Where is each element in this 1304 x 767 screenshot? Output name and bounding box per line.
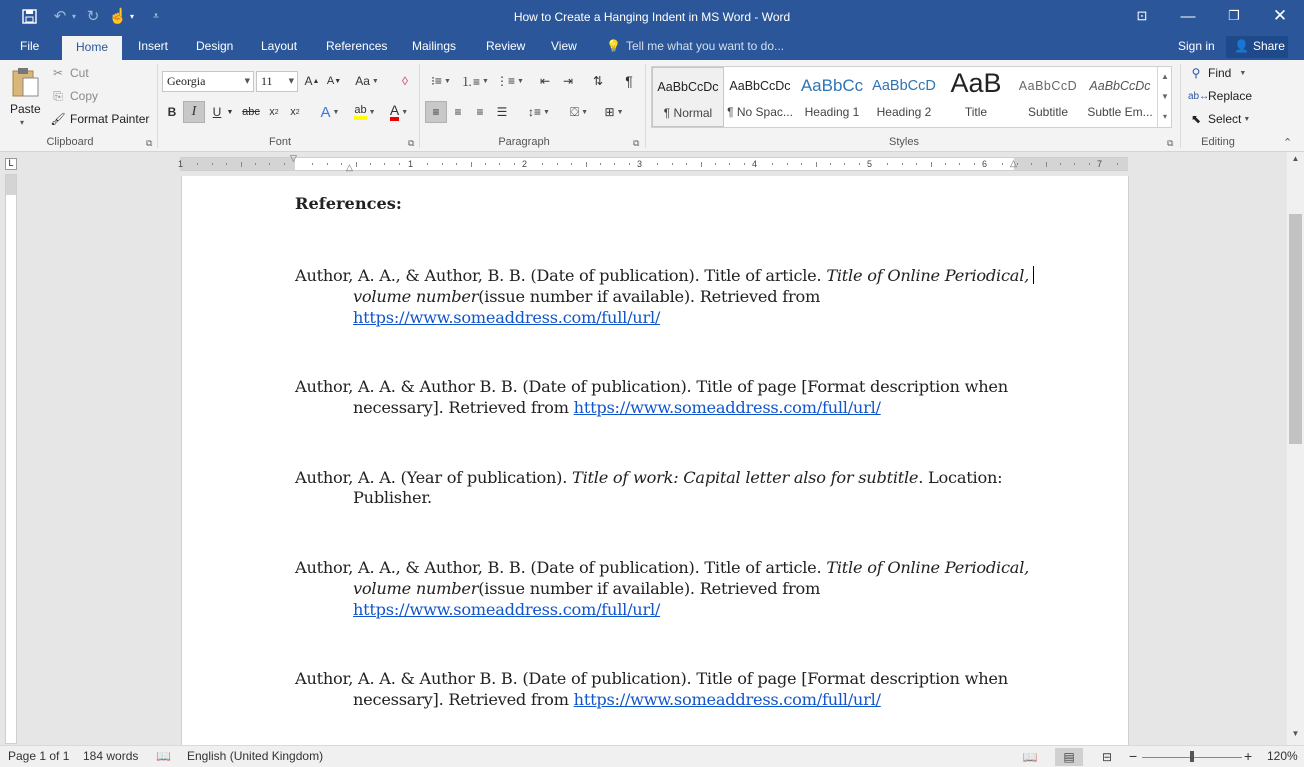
page-count[interactable]: Page 1 of 1: [8, 749, 70, 763]
ruler-number: 5: [867, 159, 873, 169]
decrease-indent-icon[interactable]: ⇤: [539, 74, 551, 88]
cursor-icon: ⬉: [1190, 112, 1202, 126]
styles-group-label: Styles: [889, 136, 919, 148]
ruler-tick: [312, 163, 313, 165]
ruler-tick: [801, 163, 802, 165]
scissors-icon: ✂: [52, 66, 64, 80]
ruler-tick: [614, 163, 615, 165]
print-layout-icon[interactable]: ▤: [1055, 748, 1083, 766]
ruler-tick: [715, 163, 716, 165]
ruler-tick: [686, 163, 687, 165]
grow-font-icon[interactable]: A ▲: [304, 74, 320, 88]
styles-scroll-down-icon[interactable]: ▼: [1161, 92, 1169, 101]
text-cursor: [1033, 266, 1034, 284]
references-heading: References:: [295, 194, 402, 213]
ruler-tick: [1002, 163, 1003, 165]
style-name: ¶ Normal: [663, 106, 713, 120]
ruler-tick: [456, 163, 457, 165]
ref-text: (issue number if available). Retrieved from: [478, 579, 821, 598]
ruler-tick: [1089, 163, 1090, 165]
tab-design[interactable]: Design: [196, 39, 234, 53]
tab-references[interactable]: References: [326, 39, 388, 53]
style-preview: AaBbCcDc: [1089, 79, 1151, 93]
ref-text: necessary]. Retrieved from: [353, 690, 574, 709]
ruler-tick: [427, 163, 428, 165]
ruler-tick: [384, 163, 385, 165]
align-left-icon[interactable]: ≡: [425, 101, 447, 123]
undo-dropdown-icon[interactable]: ▾: [71, 11, 76, 21]
ruler-tick: [629, 163, 630, 165]
ruler-tick: [226, 163, 227, 165]
shading-icon[interactable]: ⛋ ▼: [569, 104, 589, 119]
ruler-tick: [787, 163, 788, 165]
style-subtle-emphasis[interactable]: [1084, 67, 1156, 127]
ruler-tick: [1060, 163, 1061, 165]
tab-insert[interactable]: Insert: [138, 39, 169, 53]
vertical-scrollbar[interactable]: [1287, 152, 1304, 745]
ruler-tick: [672, 163, 673, 165]
restore-icon[interactable]: ❐: [1228, 8, 1240, 23]
ref-text: Author, A. A. & Author B. B. (Date of publication). Title of page [Format description when: [295, 669, 1008, 688]
ruler-tick: [974, 163, 975, 165]
ribbon-tabs: [0, 34, 1304, 60]
underline-dropdown-icon[interactable]: ▼: [226, 108, 234, 116]
select-button[interactable]: [1188, 109, 1250, 129]
undo-icon[interactable]: ↶: [53, 8, 67, 25]
divider: [419, 64, 420, 148]
paragraph-launcher-icon[interactable]: ⧉: [633, 138, 640, 148]
underline-icon[interactable]: U: [212, 105, 222, 119]
ruler-tick: [255, 163, 256, 165]
highlight-color-icon[interactable]: ab ▼: [348, 101, 382, 123]
scrollbar-thumb[interactable]: [1289, 214, 1302, 444]
ref-text: Author, A. A. & Author B. B. (Date of publication). Title of page [Format description when: [295, 377, 1008, 396]
ruler-tick: [241, 162, 242, 167]
font-name-value: Georgia: [167, 74, 206, 88]
ruler-number: 7: [1097, 159, 1103, 169]
style-preview: AaBbCcDc: [657, 80, 719, 94]
strikethrough-icon[interactable]: abc: [242, 106, 260, 118]
style-title[interactable]: [940, 67, 1012, 127]
change-case-icon[interactable]: Aa ▼: [355, 74, 379, 88]
status-bar: [0, 745, 1304, 767]
tell-me-placeholder: Tell me what you want to do...: [625, 39, 785, 53]
superscript-icon[interactable]: x 2: [290, 106, 300, 118]
word-count[interactable]: 184 words: [83, 749, 139, 763]
bullets-icon[interactable]: ⁝≡ ▼: [431, 74, 451, 88]
ruler-tick: [657, 163, 658, 165]
window-title: How to Create a Hanging Indent in MS Word - Word: [513, 10, 791, 24]
style-preview: AaBbCcD: [1018, 79, 1078, 93]
redo-icon[interactable]: ↻: [86, 8, 100, 25]
ruler-number: 1: [178, 159, 184, 169]
tab-layout[interactable]: Layout: [261, 39, 298, 53]
replace-icon: ab↔: [1188, 90, 1210, 102]
scroll-down-icon[interactable]: ▼: [1291, 729, 1300, 738]
zoom-slider-thumb[interactable]: [1190, 751, 1194, 762]
tab-review[interactable]: Review: [486, 39, 526, 53]
tab-file[interactable]: File: [20, 39, 40, 53]
clear-formatting-icon[interactable]: ◊: [402, 74, 408, 88]
person-icon: 👤: [1234, 39, 1249, 53]
zoom-out-icon[interactable]: −: [1129, 748, 1138, 764]
ruler-tick: [772, 163, 773, 165]
customize-qat-icon[interactable]: ⩡: [153, 10, 159, 22]
proofing-icon[interactable]: 📖: [156, 749, 171, 763]
format-painter-label: Format Painter: [70, 112, 150, 126]
paste-button[interactable]: [6, 64, 44, 130]
divider: [157, 64, 158, 148]
ruler-tick: [945, 163, 946, 165]
vertical-ruler: [5, 174, 17, 744]
read-mode-icon[interactable]: 📖: [1022, 750, 1038, 764]
ruler-tick: [356, 162, 357, 167]
share-label: Share: [1252, 39, 1285, 53]
font-size-value: 11: [261, 74, 273, 88]
tab-view[interactable]: View: [551, 39, 577, 53]
paintbrush-icon: 🖌: [50, 112, 66, 126]
select-label: Select: [1208, 112, 1242, 126]
style-preview: AaBbCcDc: [729, 79, 791, 93]
language[interactable]: English (United Kingdom): [187, 749, 324, 763]
style-no-spacing[interactable]: [724, 67, 796, 127]
show-formatting-marks-icon[interactable]: ¶: [625, 73, 633, 89]
ruler-tick: [542, 163, 543, 165]
right-indent-marker[interactable]: △: [1010, 158, 1017, 168]
italic-icon[interactable]: I: [183, 101, 205, 123]
minimize-icon[interactable]: —: [1180, 7, 1196, 25]
align-center-icon[interactable]: ≡: [454, 105, 462, 119]
styles-more-icon[interactable]: ▾: [1162, 112, 1167, 121]
ruler-tick: [1117, 163, 1118, 165]
ref-text: Author, A. A. (Year of publication).: [295, 468, 573, 487]
ruler-tick: [586, 162, 587, 167]
ruler-tick: [197, 163, 198, 165]
touch-mode-icon[interactable]: ☝: [108, 8, 128, 25]
web-layout-icon[interactable]: ⊟: [1101, 750, 1113, 764]
sort-icon[interactable]: ⇅: [592, 74, 604, 88]
replace-button[interactable]: [1188, 86, 1252, 106]
increase-indent-icon[interactable]: ⇥: [562, 74, 574, 88]
ref-text: Author, A. A., & Author, B. B. (Date of publication). Title of article.: [295, 266, 827, 285]
ruler-number: 2: [522, 159, 528, 169]
ref-url-link[interactable]: https://www.someaddress.com/full/url/: [573, 398, 881, 417]
ruler-number: 4: [752, 159, 758, 169]
font-launcher-icon[interactable]: ⧉: [408, 138, 415, 148]
ruler-tick: [744, 163, 745, 165]
chevron-down-icon[interactable]: ▼: [1243, 115, 1251, 123]
paste-dropdown-icon[interactable]: ▾: [20, 118, 25, 127]
chevron-down-icon[interactable]: ▼: [288, 77, 294, 85]
font-group-label: Font: [268, 136, 291, 148]
ruler-tick: [1031, 163, 1032, 165]
cut-button[interactable]: [50, 63, 89, 83]
ruler-tick: [844, 163, 845, 165]
copy-label: Copy: [70, 89, 99, 103]
ref-text: . Location:: [918, 468, 1003, 487]
style-name: ¶ No Spac...: [727, 105, 793, 119]
multilevel-list-icon[interactable]: ⋮≡ ▼: [496, 74, 524, 88]
style-name: Heading 2: [876, 105, 932, 119]
zoom-in-icon[interactable]: +: [1244, 748, 1253, 764]
clipboard-group-label: Clipboard: [46, 136, 94, 148]
line-spacing-icon[interactable]: ↕≡ ▼: [528, 105, 550, 119]
justify-icon[interactable]: ☰: [496, 105, 508, 119]
ruler-tick: [729, 163, 730, 165]
ruler-tick: [327, 163, 328, 165]
style-name: Heading 1: [804, 105, 860, 119]
editing-group-label: Editing: [1201, 136, 1235, 148]
paste-icon: [10, 66, 40, 98]
style-preview: AaB: [950, 68, 1002, 98]
ruler-tick: [212, 163, 213, 165]
ruler-tick: [902, 163, 903, 165]
styles-scroll-up-icon[interactable]: ▲: [1161, 72, 1169, 81]
hanging-indent-marker[interactable]: △: [346, 162, 353, 172]
ref-volume: volume number: [353, 579, 479, 598]
tab-mailings[interactable]: Mailings: [412, 39, 457, 53]
style-name: Subtle Em...: [1087, 105, 1153, 119]
borders-icon[interactable]: ⊞ ▼: [604, 105, 624, 119]
style-normal[interactable]: [652, 67, 724, 127]
numbering-icon[interactable]: ⒈≡ ▼: [461, 74, 489, 89]
align-right-icon[interactable]: ≡: [476, 105, 484, 119]
font-color-icon[interactable]: A ▼: [383, 101, 415, 123]
ruler-tick: [485, 163, 486, 165]
ref-url-link[interactable]: https://www.someaddress.com/full/url/: [353, 600, 661, 619]
style-subtitle[interactable]: [1012, 67, 1084, 127]
copy-icon: ⎘: [53, 88, 63, 103]
ruler-tick: [600, 163, 601, 165]
text-effects-icon[interactable]: A ▼: [320, 103, 340, 121]
ref-periodical-title: Title of Online Periodical,: [826, 558, 1030, 577]
ribbon: [0, 60, 1304, 152]
ref-url-link[interactable]: https://www.someaddress.com/full/url/: [573, 690, 881, 709]
tab-selector-icon[interactable]: L: [5, 158, 17, 170]
ruler-tick: [916, 163, 917, 165]
ruler-number: 6: [982, 159, 988, 169]
close-icon[interactable]: ✕: [1272, 6, 1288, 25]
chevron-down-icon[interactable]: ▼: [244, 77, 250, 85]
chevron-down-icon[interactable]: ▼: [1239, 69, 1247, 77]
ribbon-display-options-icon[interactable]: ⊡: [1136, 8, 1148, 23]
style-preview: AaBbCcD: [872, 78, 936, 94]
collapse-ribbon-icon[interactable]: ⌃: [1283, 137, 1293, 149]
divider: [645, 64, 646, 148]
bold-icon[interactable]: B: [167, 105, 177, 119]
ruler-tick: [931, 162, 932, 167]
ruler-tick: [399, 163, 400, 165]
clipboard-launcher-icon[interactable]: ⧉: [146, 138, 153, 148]
touch-dropdown-icon[interactable]: ▾: [129, 11, 134, 21]
replace-label: Replace: [1208, 89, 1253, 103]
ruler-tick: [557, 163, 558, 165]
ref-work-title: Title of work: Capital letter also for subtitle: [572, 468, 919, 487]
ref-periodical-title: Title of Online Periodical,: [826, 266, 1030, 285]
ruler-tick: [341, 163, 342, 165]
cut-label: Cut: [70, 66, 89, 80]
ref-volume: volume number: [353, 287, 479, 306]
horizontal-ruler: [0, 152, 1304, 174]
ruler-tick: [859, 163, 860, 165]
ruler-tick: [959, 163, 960, 165]
ref-text: Author, A. A., & Author, B. B. (Date of publication). Title of article.: [295, 558, 827, 577]
scroll-up-icon[interactable]: ▲: [1291, 154, 1300, 163]
style-name: Subtitle: [1027, 105, 1069, 119]
ref-url-link[interactable]: https://www.someaddress.com/full/url/: [353, 308, 661, 327]
title-bar: [0, 0, 1304, 34]
ruler-tick: [1046, 162, 1047, 167]
style-name: Title: [964, 105, 988, 119]
style-heading-2[interactable]: [868, 67, 940, 127]
zoom-level[interactable]: 120%: [1267, 749, 1298, 763]
ref-text: (issue number if available). Retrieved from: [478, 287, 821, 306]
ruler-number: 1: [408, 159, 414, 169]
ruler-tick: [269, 163, 270, 165]
tell-me-box[interactable]: [606, 34, 784, 60]
ruler-tick: [571, 163, 572, 165]
font-name-combo[interactable]: [162, 71, 254, 92]
ruler-tick: [830, 163, 831, 165]
style-preview: AaBbCc: [800, 76, 864, 95]
format-painter-button[interactable]: [50, 109, 149, 129]
font-size-combo[interactable]: [256, 71, 298, 92]
document-page[interactable]: [181, 176, 1129, 745]
ruler-tick: [442, 163, 443, 165]
find-button[interactable]: [1188, 63, 1246, 83]
share-button[interactable]: [1226, 36, 1288, 58]
ref-text: necessary]. Retrieved from: [353, 398, 574, 417]
ruler-tick: [1074, 163, 1075, 165]
style-heading-1[interactable]: [796, 67, 868, 127]
paragraph-group-label: Paragraph: [498, 136, 550, 148]
ruler-number: 3: [637, 159, 643, 169]
tab-home[interactable]: Home: [62, 36, 122, 60]
ruler-tick: [816, 162, 817, 167]
ruler-tick: [370, 163, 371, 165]
find-label: Find: [1208, 66, 1232, 80]
ruler-tick: [284, 163, 285, 165]
styles-gallery: [651, 66, 1172, 128]
first-line-indent-marker[interactable]: ▽: [290, 153, 297, 163]
ruler-tick: [471, 162, 472, 167]
shrink-font-icon[interactable]: A ▼: [326, 75, 342, 87]
paste-label: Paste: [10, 102, 41, 116]
subscript-icon[interactable]: x 2: [269, 106, 279, 118]
copy-button[interactable]: [50, 86, 98, 106]
lightbulb-icon: 💡: [606, 39, 621, 53]
sign-in-link[interactable]: Sign in: [1178, 39, 1215, 53]
ref-text: Publisher.: [353, 488, 432, 507]
search-icon: ⚲: [1191, 66, 1201, 80]
ruler-tick: [701, 162, 702, 167]
ruler-tick: [499, 163, 500, 165]
ruler-tick: [514, 163, 515, 165]
styles-launcher-icon[interactable]: ⧉: [1167, 138, 1174, 148]
ruler-tick: [887, 163, 888, 165]
